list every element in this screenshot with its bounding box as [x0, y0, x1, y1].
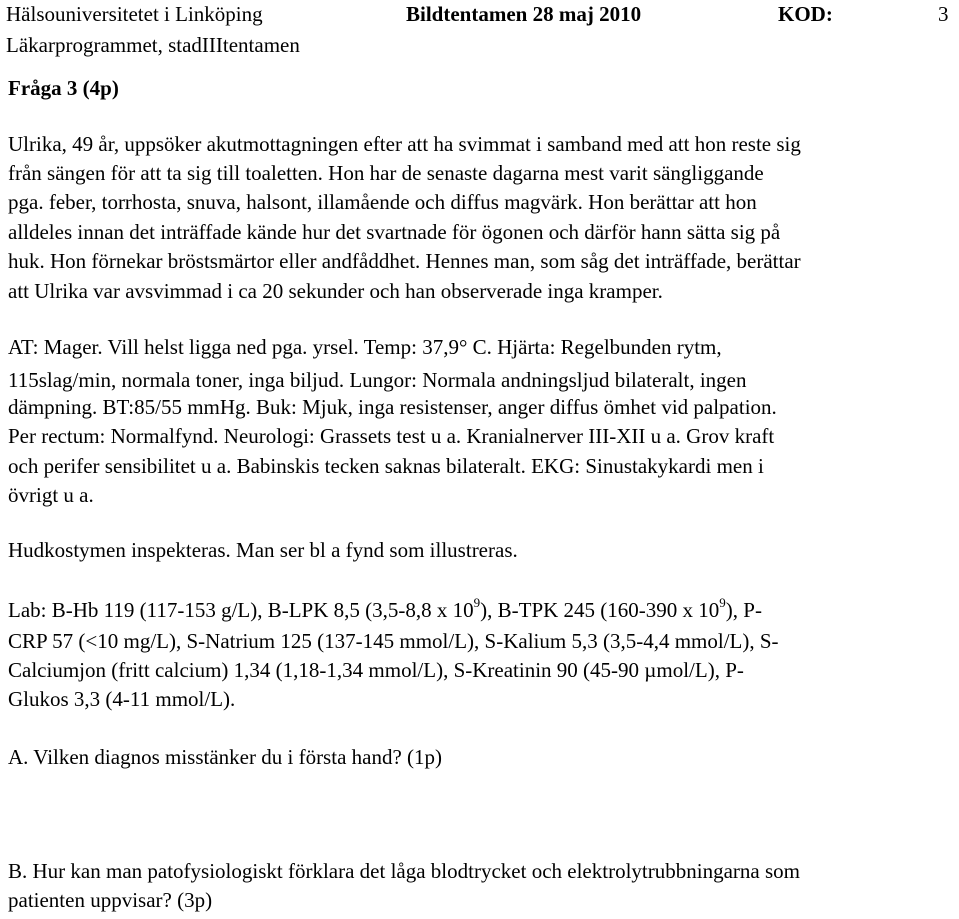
lab-text: ), B-TPK 245 (160-390 x 10	[480, 598, 720, 622]
university-name: Hälsouniversitetet i Linköping	[6, 2, 263, 26]
case-line: pga. feber, torrhosta, snuva, halsont, illamående och diffus magvärk. Hon berättar att hon	[8, 190, 757, 214]
case-line: huk. Hon förnekar bröstsmärtor eller andfåddhet. Hennes man, som såg det inträffade, berättar	[8, 249, 801, 273]
case-line: alldeles innan det inträffade kände hur det svartnade för ögonen och därför hann sätta sig på	[8, 220, 781, 244]
lab-line	[8, 596, 762, 624]
page-number: 3	[938, 2, 949, 26]
lab-line: Calciumjon (fritt calcium) 1,34 (1,18-1,34 mmol/L), S-Kreatinin 90 (45-90 µmol/L), P-	[8, 658, 744, 682]
status-line: och perifer sensibilitet u a. Babinskis tecken saknas bilateralt. EKG: Sinustakykardi men i	[8, 454, 764, 478]
case-line: från sängen för att ta sig till toaletten. Hon har de senaste dagarna mest varit sängliggande	[8, 161, 764, 185]
question-title: Fråga 3 (4p)	[8, 76, 119, 100]
exponent: 9	[473, 595, 481, 610]
lab-text: Lab: B-Hb 119 (117-153 g/L), B-LPK 8,5 (3,5-8,8 x 10	[8, 598, 474, 622]
status-line: AT: Mager. Vill helst ligga ned pga. yrsel. Temp: 37,9° C. Hjärta: Regelbunden rytm,	[8, 335, 722, 359]
lab-line: CRP 57 (<10 mg/L), S-Natrium 125 (137-145 mmol/L), S-Kalium 5,3 (3,5-4,4 mmol/L), S-	[8, 629, 779, 653]
case-line: att Ulrika var avsvimmad i ca 20 sekunder och han observerade inga kramper.	[8, 279, 663, 303]
status-line: övrigt u a.	[8, 483, 94, 507]
skin-inspection-text: Hudkostymen inspekteras. Man ser bl a fynd som illustreras.	[8, 538, 518, 562]
status-line: Per rectum: Normalfynd. Neurologi: Grassets test u a. Kranialnerver III-XII u a. Grov kraft	[8, 424, 775, 448]
case-line: Ulrika, 49 år, uppsöker akutmottagningen efter att ha svimmat i samband med att hon reste sig	[8, 132, 801, 156]
subquestion-b-line: patienten uppvisar? (3p)	[8, 888, 213, 912]
status-line: 115slag/min, normala toner, inga biljud. Lungor: Normala andningsljud bilateralt, ingen	[8, 368, 747, 392]
subquestion-b-line: B. Hur kan man patofysiologiskt förklara det låga blodtrycket och elektrolytrubbningarna som	[8, 859, 800, 883]
code-label: KOD:	[778, 2, 833, 26]
status-line: dämpning. BT:85/55 mmHg. Buk: Mjuk, inga resistenser, anger diffus ömhet vid palpation.	[8, 395, 777, 419]
lab-text: ), P-	[725, 598, 762, 622]
lab-line: Glukos 3,3 (4-11 mmol/L).	[8, 687, 236, 711]
program-name: Läkarprogrammet, stadIIItentamen	[6, 33, 300, 57]
subquestion-a: A. Vilken diagnos misstänker du i första hand? (1p)	[8, 745, 443, 769]
exponent: 9	[719, 595, 726, 610]
exam-title: Bildtentamen 28 maj 2010	[406, 2, 642, 26]
